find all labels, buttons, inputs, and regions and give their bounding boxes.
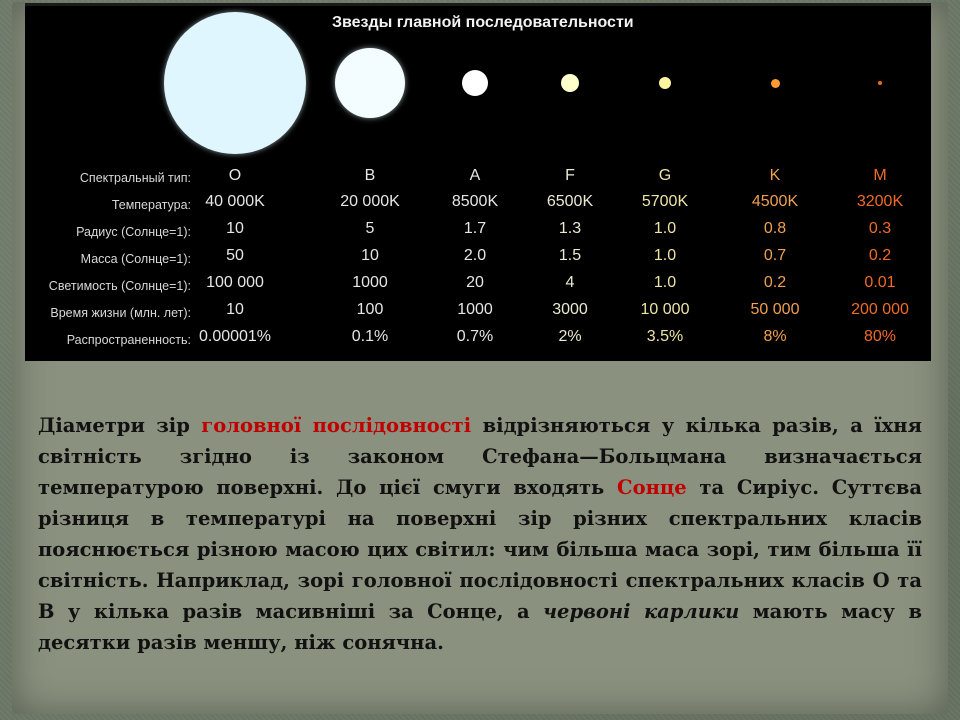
- star-f: [561, 74, 579, 92]
- star-b: [335, 48, 405, 118]
- row-label-radius: Радиус (Солнце=1):: [76, 225, 191, 239]
- cell-b-radius: 5: [365, 220, 375, 237]
- cell-g-life: 10 000: [640, 301, 690, 318]
- row-label-abundance: Распространенность:: [66, 333, 191, 347]
- cell-b-lum: 1000: [352, 274, 388, 291]
- cell-m-mass: 0.2: [868, 247, 892, 264]
- main-sequence-stars-image: [25, 3, 931, 361]
- cell-f-type: F: [565, 167, 575, 184]
- cell-o-abund: 0.00001%: [198, 328, 272, 345]
- text-part-2: відрізняються у кілька разів, а їхня світність згідно із законом Стефана—Больцмана визначається температурою поверхні. До цієї смуги входять: [38, 414, 922, 499]
- cell-g-radius: 1.0: [653, 220, 677, 237]
- cell-g-abund: 3.5%: [646, 328, 684, 345]
- cell-b-type: B: [364, 167, 376, 184]
- text-part-4: мають масу в десятки разів меншу, ніж сонячна.: [38, 600, 922, 654]
- row-label-luminosity: Светимость (Солнце=1):: [48, 279, 191, 293]
- star-o: [164, 12, 306, 154]
- cell-f-abund: 2%: [558, 328, 582, 345]
- cell-k-abund: 8%: [763, 328, 787, 345]
- cell-g-lum: 1.0: [653, 274, 677, 291]
- cell-f-lum: 4: [565, 274, 575, 291]
- cell-g-temp: 5700K: [641, 193, 689, 210]
- cell-k-radius: 0.8: [763, 220, 787, 237]
- cell-m-lum: 0.01: [864, 274, 896, 291]
- cell-m-abund: 80%: [863, 328, 897, 345]
- row-label-temperature: Температура:: [111, 198, 191, 212]
- cell-m-type: M: [873, 167, 887, 184]
- cell-g-mass: 1.0: [653, 247, 677, 264]
- emphasis-red-dwarfs: червоні карлики: [543, 600, 740, 623]
- cell-b-temp: 20 000K: [340, 193, 400, 210]
- text-part-3: та Сиріус. Суттєва різниця в температурі на поверхні зір різних спектральних класів пояснюється різною масою цих світил: чим більша маса зорі, тим більша її світність. Наприклад, зорі головної послідовності спектральних класів О та В у кілька разів масивніші за Сонце, а: [38, 476, 923, 623]
- row-label-spectral-type: Спектральный тип:: [79, 171, 191, 185]
- star-m: [878, 81, 882, 85]
- cell-b-abund: 0.1%: [351, 328, 389, 345]
- cell-g-type: G: [658, 167, 672, 184]
- cell-b-life: 100: [356, 301, 384, 318]
- cell-o-mass: 50: [226, 247, 244, 264]
- star-k: [771, 79, 780, 88]
- cell-a-life: 1000: [457, 301, 493, 318]
- cell-b-mass: 10: [361, 247, 379, 264]
- cell-k-lum: 0.2: [763, 274, 787, 291]
- cell-m-life: 200 000: [851, 301, 909, 318]
- highlight-sun: Сонце: [617, 476, 687, 499]
- image-top-strip: [25, 3, 931, 6]
- cell-f-radius: 1.3: [558, 220, 582, 237]
- highlight-main-sequence: головної послідовності: [201, 414, 472, 437]
- cell-o-type: O: [228, 167, 242, 184]
- cell-f-temp: 6500K: [546, 193, 594, 210]
- cell-k-type: K: [769, 167, 781, 184]
- cell-a-type: A: [469, 167, 481, 184]
- cell-a-abund: 0.7%: [456, 328, 494, 345]
- cell-m-temp: 3200K: [856, 193, 904, 210]
- cell-o-life: 10: [226, 301, 244, 318]
- cell-k-temp: 4500K: [751, 193, 799, 210]
- cell-o-temp: 40 000K: [205, 193, 265, 210]
- row-label-mass: Масса (Солнце=1):: [80, 252, 191, 266]
- cell-k-mass: 0.7: [763, 247, 787, 264]
- cell-k-life: 50 000: [750, 301, 800, 318]
- cell-o-lum: 100 000: [206, 274, 264, 291]
- star-g: [659, 77, 671, 89]
- text-part-1: Діаметри зір: [38, 414, 202, 437]
- cell-f-life: 3000: [552, 301, 588, 318]
- row-label-lifetime: Время жизни (млн. лет):: [50, 306, 191, 320]
- body-paragraph: [38, 410, 922, 658]
- cell-a-mass: 2.0: [463, 247, 487, 264]
- star-a: [462, 70, 488, 96]
- cell-m-radius: 0.3: [868, 220, 892, 237]
- cell-a-radius: 1.7: [463, 220, 487, 237]
- cell-f-mass: 1.5: [558, 247, 582, 264]
- cell-a-temp: 8500K: [451, 193, 499, 210]
- cell-o-radius: 10: [226, 220, 244, 237]
- cell-a-lum: 20: [466, 274, 484, 291]
- image-title: Звезды главной последовательности: [332, 14, 634, 31]
